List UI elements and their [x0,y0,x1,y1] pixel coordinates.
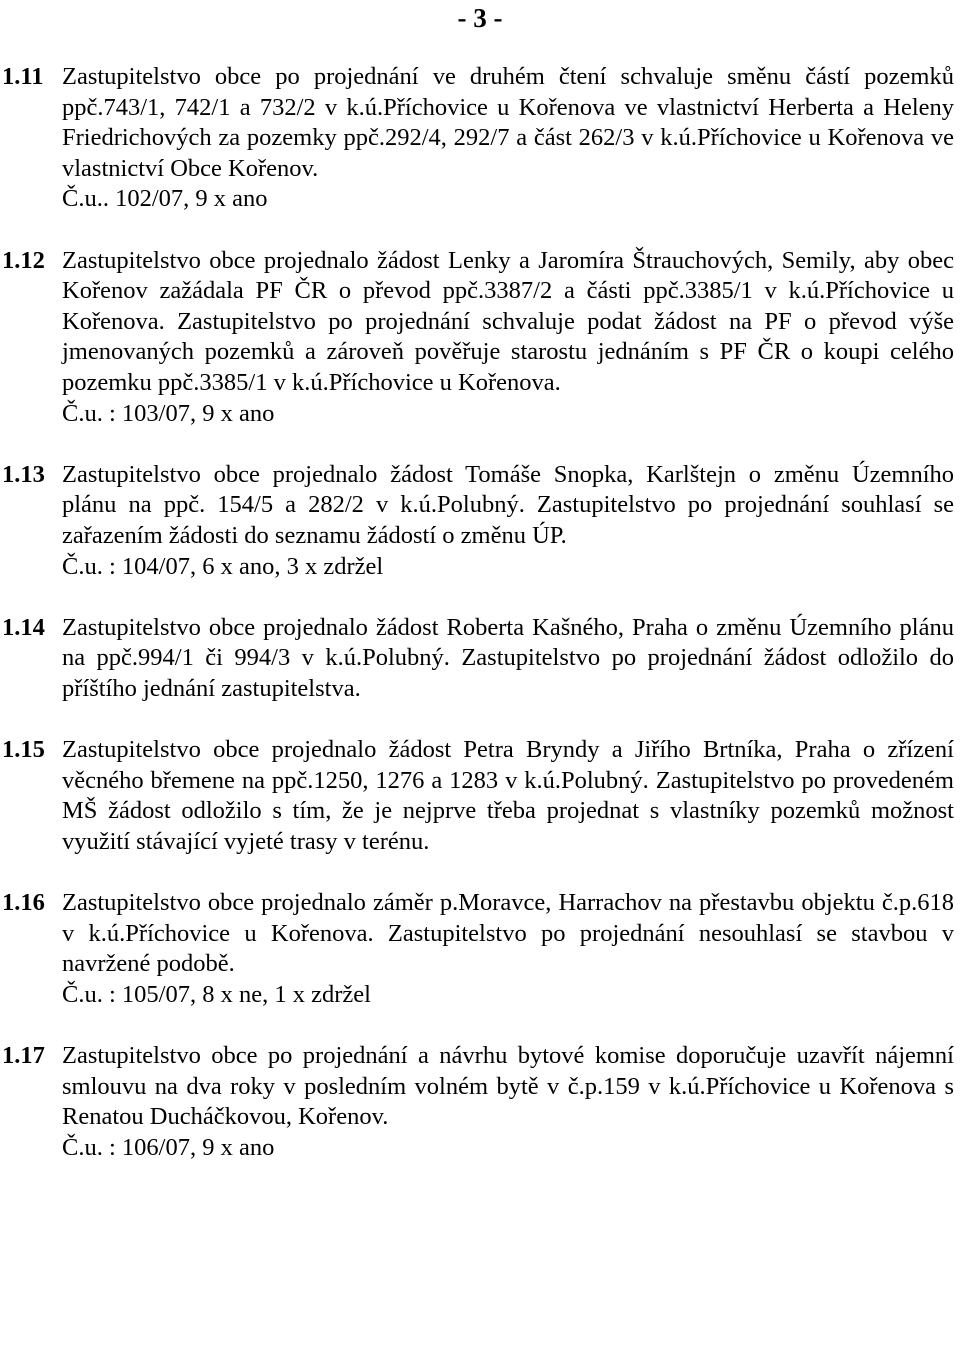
item-number: 1.16 [2,889,45,917]
item-text: Zastupitelstvo obce po projednání ve druhém čtení schvaluje směnu částí pozemků ppč.743/1, 742/1 a 732/2 v k.ú.Příchovice u Kořenova ve vlastnictví Herberta a Heleny Friedrichových za pozemky ppč.292/4, 292/7 a část 262/3 v k.ú.Příchovice u Kořenova ve vlastnictví Obce Kořenov. [62,63,954,182]
item-number: 1.12 [2,246,45,274]
page-number: - 3 - [457,3,503,33]
item-number: 1.11 [2,63,44,90]
resolution-item [0,613,960,705]
item-text: Zastupitelstvo obce projednalo žádost Roberta Kašného, Praha o změnu Územního plánu na ppč.994/1 či 994/3 v k.ú.Polubný. Zastupitelstvo po projednání žádost odložilo do příštího jednání zastupitelstva. [62,613,954,702]
item-vote: Č.u.. 102/07, 9 x ano [62,185,268,213]
item-text: Zastupitelstvo obce projednalo žádost Tomáše Snopka, Karlštejn o změnu Územního plánu na ppč. 154/5 a 282/2 v k.ú.Polubný. Zastupitelstvo po projednání souhlasí se zařazením žádosti do seznamu žádostí o změnu ÚP. [62,460,954,549]
item-text: Zastupitelstvo obce projednalo žádost Petra Bryndy a Jiřího Brtníka, Praha o zřízení věcného břemene na ppč.1250, 1276 a 1283 v k.ú.Polubný. Zastupitelstvo po provedeném MŠ žádost odložilo s tím, že je nejprve třeba projednat s vlastníky pozemků možnost využití stávající vyjeté trasy v terénu. [62,736,954,855]
item-number: 1.17 [2,1042,45,1069]
resolution-item [0,1041,960,1163]
item-vote: Č.u. : 106/07, 9 x ano [62,1133,275,1161]
item-vote: Č.u. : 103/07, 9 x ano [62,399,275,427]
resolution-list [0,62,960,1194]
item-text: Zastupitelstvo obce projednalo záměr p.Moravce, Harrachov na přestavbu objektu č.p.618 v k.ú.Příchovice u Kořenova. Zastupitelstvo po projednání nesouhlasí se stavbou v navržené podobě. [62,889,954,978]
item-number: 1.13 [2,460,45,488]
item-number: 1.15 [2,736,45,764]
resolution-item [0,735,960,857]
item-vote: Č.u. : 105/07, 8 x ne, 1 x zdržel [62,980,371,1008]
resolution-item [0,246,960,430]
resolution-item [0,460,960,582]
item-text: Zastupitelstvo obce projednalo žádost Lenky a Jaromíra Štrauchových, Semily, aby obec Kořenov zažádala PF ČR o převod ppč.3387/2 a části ppč.3385/1 v k.ú.Příchovice u Kořenova. Zastupitelstvo po projednání schvaluje podat žádost na PF o převod výše jmenovaných pozemků a zároveň pověřuje starostu jednáním s PF ČR o koupi celého pozemku ppč.3385/1 v k.ú.Příchovice u Kořenova. [62,246,954,396]
item-number: 1.14 [2,613,45,641]
resolution-item [0,62,960,215]
item-vote: Č.u. : 104/07, 6 x ano, 3 x zdržel [62,552,384,580]
resolution-item [0,888,960,1010]
item-text: Zastupitelstvo obce po projednání a návrhu bytové komise doporučuje uzavřít nájemní smlouvu na dva roky v posledním volném bytě v č.p.159 v k.ú.Příchovice u Kořenova s Renatou Ducháčkovou, Kořenov. [62,1042,954,1131]
